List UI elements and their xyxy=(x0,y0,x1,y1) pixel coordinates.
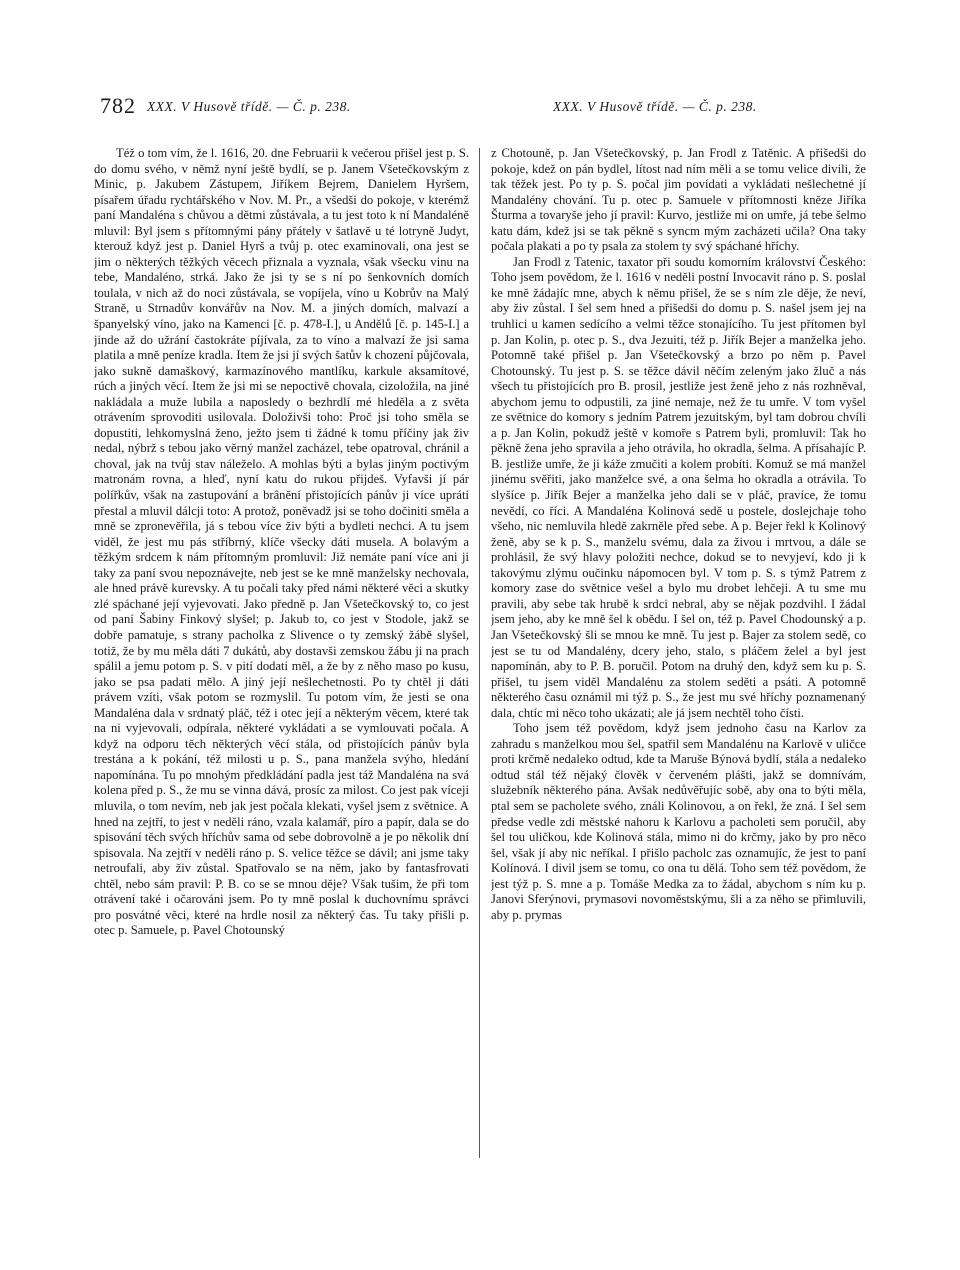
body-paragraph: Též o tom vím, že l. 1616, 20. dne Februarii k večerou přišel jest p. S. do domu svého, v němž nyní ještě bydlí, se p. Janem Všetečkovským z Minic, p. Jakubem Zástupem, Jiříkem Bejrem, Danielem Hyršem, písařem úřadu rychtářského v Nov. M. Pr., a všedši do pokoje, v kterémž paní Mandaléna s chůvou a dětmi zůstávala, a tu jest toto k ní Mandaléně mluvil: Byl jsem s přítomnými pány přátely v šatlavě u té lotryně Judyt, kterouž když jest p. Daniel Hyrš a tvůj p. otec examinovali, ona jest se jim o některých těžkých věcech přiznala a vyznala, však všecku vinu na tebe, Mandaléno, strká. Jako že jsi ty se s ní po šenkovních domích toulala, v nich až do noci zůstávala, se vopíjela, víno u Kobrův na Malý Straně, u Strnadův konvářův na Nov. M. a jiných domích, malvazí a španyelský víno, jako na Kamenci [č. p. 478-I.], u Andělů [č. p. 145-I.] a jinde až do užrání častokráte píjívala, za to víno a malvazí že jsi sama platila a mně peníze kradla. Item že jsi jí svých šatův k chození půjčovala, jako sukně damaškový, karmazínového mantlíku, karkule aksamítové, rúch a jiných věcí. Item že jsi mi se nepoctivě chovala, cizoložila, na jiné nakládala a muže lubila a naposledy o bezhrdlí mé hleděla a z světa otrávením sprovoditi usilovala. Doloživši toho: Proč jsi toho směla se dopustiti, lehkomyslná ženo, ježto jsem ti žádné k tomu příčiny jak živ nedal, nýbrž s tebou jako věrný manžel zacházel, tebe opatroval, chránil a choval, jak na tvůj stav náleželo. A mohlas býti a bylas jiným poctivým matronám rovna, a hleď, nyní katu do rukou přijdeš. Vyfavši jí pár polířkův, však na zastupování a brânění přistojících pánův ji více upráti přestal a mluvil dálcji toto: A protož, poněvadž jsi se toho dočiniti směla a mně se zpronevěřila, já s tebou více živ býti a bydleti nechci. A tu jsem viděl, že jest mu pás stříbrný, klíče všecky dáti musela. A bolavým a těžkým srdcem k nám přítomným promluvil: Již nemáte paní více ani ji taky za paní svou nepoznávejte, neb jest se ke mně manželsky nechovala, ale hned právě kurevsky. A tu počali taky před námi některé věci a skutky zlé spáchané její vyjevovati. Jako předně p. Jan Všetečkovský to, co jest od paní Šabiny Finkový slyšel; p. Jakub to, co jest v Stodole, jakž se dobře pamatuje, s strany pacholka z Slivence o ty zemský žábě slyšel, totiž, že by mu měla dáti 7 dukátů, aby dostavši zemskou žábu ji na prach spálil a jemu potom p. S. v pití dodati měl, a že by z něho maso po kusu, jako se psa padati mělo. A jiný její nešlechetnosti. Po ty chtěl ji dáti právem vzíti, však potom se rozmyslil. Tu potom vím, že jesti se ona Mandaléna dala v srdnatý pláč, též i otec její a některým věcem, které tak na ni vyjevovali, odpírala, některé vykládati a se vymlouvati počala. A když na odporu těch některých věcí stála, od přistojících pánův byla trestána a k pokání, též milosti u p. S., pana manžela svýho, hledání napomínána. Tu po mnohým předkládání padla jest táž Mandaléna na svá kolena před p. S., že mu se vinna dává, prosíc za milost. Co jest pak víceji mluvila, o tom nevím, neb jak jest počala klekati, vyšel jsem z světnice. A hned na zejtří, to jest v neděli ráno, vzala kalamář, píro a papír, dala se do spisování těch svých hříchův sama od sebe dobrovolně a je po několik dní spisovala. Na zejtří v neděli ráno p. S. velice těžce se dávil; ani jsme taky netroufali, aby živ zůstal. Spatřovalo se na něm, jako by fantasfrovati chtěl, nebo sám pravil: P. B. co se se mnou děje? Však tušim, že při tom otrávení také i očarováni jsem. Po ty mně poslal k duchovnímu správci pro posvátné věci, které na hrdle nosil za některý čas. Tu taky přišli p. otec p. Samuele, p. Pavel Chotounský xyxy=(94,146,469,938)
page-header xyxy=(0,93,960,123)
body-paragraph: z Chotouně, p. Jan Všetečkovský, p. Jan Frodl z Tatěnic. A přišedši do pokoje, kdež on pán bydlel, lítost nad ním měli a se tomu velice divili, že tak těžek jest. Po ty p. S. počal jim povídati a vykládati nešlechetné jí Mandalény chování. Tu p. otec p. Samuele v přítomnosti kněze Jiříka Šturma a tovaryše jeho jí pravil: Kurvo, jestliže mi on umře, já tebe šelmo katu dám, kdež jsi se tak pěkně s syncm mým zacházeti učila? Ona taky počala plakati a po ty psala za stolem ty svý spáchané hříchy. xyxy=(491,146,866,254)
body-paragraph: Jan Frodl z Tatenic, taxator při soudu komorním království Českého: Toho jsem povědom, že l. 1616 v neděli postní Invocavit ráno p. S. poslal ke mně žádajíc mne, abych k němu přišel, že se s ním zle děje, že neví, aby živ zůstal. I šel sem hned a přišedši do domu p. S. našel jsem jej na truhlici u kamen sedícího a velmi těžce stonajícího. Tu jest přítomen byl p. Jan Kolin, p. otec p. S., dva Jezuiti, též p. Jiřík Bejer a manželka jeho. Potomně také přišel p. Jan Všetečkovský a brzo po něm p. Pavel Chotounský. Tu jest p. S. se těžce dávil něčím zeleným jako žluč a nás všech tu přistojících pro B. prosil, jestliže jest ženě jeho z nás rozhněval, abychom jemu to odpustili, za jiné nemaje, než že tu umře. V tom vyšel ze světnice do komory s jedním Patrem jezuitským, byl tam dobrou chvíli a p. Jan Kolin, pokudž ještě v komoře s Patrem byli, promluvil: Tak ho pěkně žena jeho spravila a jeho otrávila, ho okradla, šelma. A přísahajíc P. B. jestliže umře, že ji káže zmučiti a kolem probíti. Komuž se má manžel jinému svěřiti, jako manželce své, a ona šelma ho okradla a otrávila. To slyšíce p. Jiřík Bejer a manželka jeho dali se v pláč, pravíce, že tomu nevědí, co říci. A Mandaléna Kolinová sedě u postele, doslejchaje toho všeho, nic nemluvila hledě zakrněle před sebe. A p. Bejer řekl k Kolinový ženě, aby se k p. S., manželu svému, dala za živou i mrtvou, a dále se prohlásil, že svý hlavy položiti nechce, dokud se to nevyjeví, kdo ji k takovýmu zlýmu oučinku nápomocen byl. V tom p. S. s týmž Patrem z komory zase do světnice vešel a bylo mu drobet lehčeji. A tu sme mu pravili, aby sebe tak hrubě k srdci nebral, aby se nějak pozdvihl. I žádal jsem jeho, aby ke mně šel k obědu. I šel on, též p. Pavel Chodounský a p. Jan Všetečkovský šli se mnou ke mně. Tu jest p. Bajer za stolem sedě, co jest se tu od Mandalény, dcery jeho, stalo, s pláčem želel a byl jest napomínán, aby to P. B. poručil. Potom na druhý den, když sem ku p. S. přišel, tu jsem viděl Mandalénu za stolem seděti a psáti. A potomně některého času oznámil mi týž p. S., že jest mu své hříchy poznamenaný dala, chtíc mi něco toho ukázati; ale já jsem nechtěl toho čísti. xyxy=(491,254,866,720)
running-head-left xyxy=(147,99,351,115)
body-paragraph: Toho jsem též povědom, když jsem jednoho času na Karlov za zahradu s manželkou mou šel, spatřil sem Mandalénu na Karlově v uličce proti krčmě nedaleko odtud, kde ta Maruše Býnová bydlí, stála a nedaleko odtud stál též nějaký člověk v červeném plášti, jakž se domnívám, služebník některého pána. Avšak nedůvěřujíc sobě, aby ona to býti měla, ptal sem se pacholete svého, ználi Kolinovou, a on řekl, že zná. I šel sem předse vedle zdi městské nahoru k Karlovu a pacholeti sem poručil, aby šel tou uličkou, kde Kolinová stála, mimo ni do krčmy, jako by pro něco šel, však jí aby nic neříkal. I přišlo pacholc zas oznamujíc, že jest to paní Kolínová. I divil jsem se tomu, co ona tu dělá. Toho sem též povědom, že jest týž p. S. mne a p. Tomáše Medka za to žádal, abychom s ním ku p. Janovi Sferýnovi, prymasovi novoměstskýmu, šli a za něho se přimluvili, aby p. prymas xyxy=(491,721,866,922)
running-head-right xyxy=(553,99,757,115)
column-divider xyxy=(479,148,480,1158)
running-head-left-text: XXX. V Husově třídě. — Č. p. 238. xyxy=(147,99,351,114)
running-head-right-text: XXX. V Husově třídě. — Č. p. 238. xyxy=(553,99,757,114)
page-number: 782 xyxy=(100,93,136,118)
left-column xyxy=(94,146,469,1181)
right-column xyxy=(491,146,866,1181)
